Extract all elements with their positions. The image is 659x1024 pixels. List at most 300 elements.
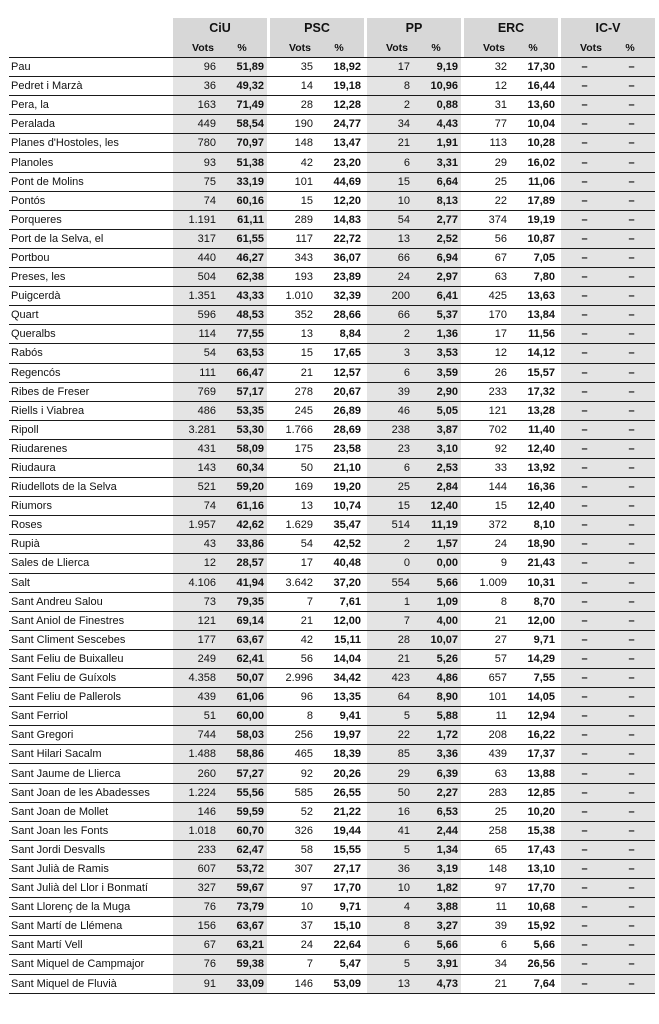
- ciu-percent: 28,57: [220, 554, 267, 573]
- table-row: [9, 401, 655, 420]
- pct-header: %: [511, 38, 558, 58]
- erc-percent: 12,40: [511, 439, 558, 458]
- municipality-name: Sant Hilari Sacalm: [9, 745, 173, 764]
- pp-votes: 28: [367, 630, 414, 649]
- municipality-name: Sant Jaume de Llierca: [9, 764, 173, 783]
- ciu-percent: 71,49: [220, 96, 267, 115]
- erc-votes: 63: [464, 764, 511, 783]
- psc-votes: 2.996: [270, 669, 317, 688]
- icv-votes: –: [561, 764, 608, 783]
- ciu-votes: 96: [173, 58, 220, 77]
- psc-votes: 17: [270, 554, 317, 573]
- psc-votes: 52: [270, 802, 317, 821]
- corner-cell: [9, 18, 173, 38]
- table-row: [9, 936, 655, 955]
- pp-percent: 5,66: [414, 936, 461, 955]
- pp-votes: 238: [367, 420, 414, 439]
- erc-votes: 15: [464, 497, 511, 516]
- psc-percent: 9,41: [317, 707, 364, 726]
- icv-percent: –: [608, 96, 655, 115]
- erc-votes: 425: [464, 287, 511, 306]
- municipality-name: Sant Feliu de Guíxols: [9, 669, 173, 688]
- icv-votes: –: [561, 191, 608, 210]
- ciu-percent: 59,38: [220, 955, 267, 974]
- ciu-percent: 58,86: [220, 745, 267, 764]
- erc-percent: 9,71: [511, 630, 558, 649]
- erc-percent: 13,60: [511, 96, 558, 115]
- pp-percent: 4,00: [414, 611, 461, 630]
- erc-votes: 148: [464, 859, 511, 878]
- table-row: [9, 630, 655, 649]
- psc-votes: 14: [270, 77, 317, 96]
- erc-votes: 1.009: [464, 573, 511, 592]
- icv-percent: –: [608, 306, 655, 325]
- ciu-percent: 60,16: [220, 191, 267, 210]
- party-header-pp: PP: [367, 18, 461, 38]
- psc-votes: 15: [270, 344, 317, 363]
- pp-percent: 5,05: [414, 401, 461, 420]
- ciu-percent: 53,72: [220, 859, 267, 878]
- pp-votes: 15: [367, 497, 414, 516]
- icv-votes: –: [561, 96, 608, 115]
- psc-votes: 24: [270, 936, 317, 955]
- erc-votes: 121: [464, 401, 511, 420]
- erc-percent: 8,10: [511, 516, 558, 535]
- pct-header: %: [608, 38, 655, 58]
- erc-votes: 29: [464, 153, 511, 172]
- erc-votes: 144: [464, 478, 511, 497]
- icv-votes: –: [561, 573, 608, 592]
- municipality-name: Pau: [9, 58, 173, 77]
- ciu-percent: 33,19: [220, 172, 267, 191]
- icv-percent: –: [608, 77, 655, 96]
- pp-votes: 6: [367, 153, 414, 172]
- ciu-percent: 59,20: [220, 478, 267, 497]
- psc-percent: 9,71: [317, 898, 364, 917]
- erc-percent: 17,70: [511, 879, 558, 898]
- ciu-votes: 114: [173, 325, 220, 344]
- icv-percent: –: [608, 268, 655, 287]
- icv-percent: –: [608, 821, 655, 840]
- ciu-percent: 33,86: [220, 535, 267, 554]
- psc-percent: 37,20: [317, 573, 364, 592]
- icv-percent: –: [608, 669, 655, 688]
- pp-percent: 3,91: [414, 955, 461, 974]
- psc-votes: 97: [270, 879, 317, 898]
- pp-votes: 423: [367, 669, 414, 688]
- icv-votes: –: [561, 917, 608, 936]
- pp-percent: 9,19: [414, 58, 461, 77]
- pp-percent: 2,97: [414, 268, 461, 287]
- municipality-name: Sant Climent Sescebes: [9, 630, 173, 649]
- municipality-name: Sant Feliu de Pallerols: [9, 688, 173, 707]
- pp-votes: 3: [367, 344, 414, 363]
- erc-percent: 5,66: [511, 936, 558, 955]
- municipality-name: Quart: [9, 306, 173, 325]
- psc-percent: 26,89: [317, 401, 364, 420]
- icv-percent: –: [608, 879, 655, 898]
- psc-percent: 18,39: [317, 745, 364, 764]
- erc-percent: 16,44: [511, 77, 558, 96]
- erc-votes: 31: [464, 96, 511, 115]
- pp-percent: 2,84: [414, 478, 461, 497]
- psc-votes: 56: [270, 649, 317, 668]
- pp-votes: 5: [367, 955, 414, 974]
- table-row: [9, 478, 655, 497]
- municipality-name: Sant Julià del Llor i Bonmatí: [9, 879, 173, 898]
- ciu-percent: 63,67: [220, 630, 267, 649]
- pp-votes: 16: [367, 802, 414, 821]
- icv-percent: –: [608, 554, 655, 573]
- table-row: [9, 688, 655, 707]
- erc-percent: 15,57: [511, 363, 558, 382]
- psc-votes: 117: [270, 229, 317, 248]
- icv-votes: –: [561, 783, 608, 802]
- ciu-votes: 780: [173, 134, 220, 153]
- erc-percent: 11,40: [511, 420, 558, 439]
- ciu-votes: 67: [173, 936, 220, 955]
- icv-percent: –: [608, 363, 655, 382]
- icv-votes: –: [561, 134, 608, 153]
- icv-votes: –: [561, 287, 608, 306]
- pp-percent: 5,88: [414, 707, 461, 726]
- erc-percent: 10,28: [511, 134, 558, 153]
- psc-percent: 22,72: [317, 229, 364, 248]
- ciu-votes: 3.281: [173, 420, 220, 439]
- pp-percent: 1,34: [414, 840, 461, 859]
- pp-percent: 2,77: [414, 210, 461, 229]
- erc-votes: 6: [464, 936, 511, 955]
- psc-percent: 28,66: [317, 306, 364, 325]
- ciu-votes: 521: [173, 478, 220, 497]
- pp-votes: 85: [367, 745, 414, 764]
- table-row: [9, 134, 655, 153]
- pp-percent: 2,90: [414, 382, 461, 401]
- icv-percent: –: [608, 420, 655, 439]
- pp-votes: 10: [367, 191, 414, 210]
- psc-votes: 1.010: [270, 287, 317, 306]
- ciu-votes: 73: [173, 592, 220, 611]
- municipality-name: Riudaura: [9, 458, 173, 477]
- erc-votes: 25: [464, 172, 511, 191]
- votes-header: Vots: [270, 38, 317, 58]
- table-row: [9, 840, 655, 859]
- table-row: [9, 879, 655, 898]
- ciu-percent: 53,35: [220, 401, 267, 420]
- ciu-votes: 111: [173, 363, 220, 382]
- icv-percent: –: [608, 898, 655, 917]
- pp-votes: 8: [367, 77, 414, 96]
- pp-votes: 25: [367, 478, 414, 497]
- icv-votes: –: [561, 745, 608, 764]
- ciu-votes: 439: [173, 688, 220, 707]
- icv-votes: –: [561, 268, 608, 287]
- psc-percent: 5,47: [317, 955, 364, 974]
- psc-votes: 465: [270, 745, 317, 764]
- icv-votes: –: [561, 306, 608, 325]
- pp-votes: 6: [367, 363, 414, 382]
- municipality-name: Ripoll: [9, 420, 173, 439]
- psc-percent: 24,77: [317, 115, 364, 134]
- pp-votes: 2: [367, 96, 414, 115]
- ciu-votes: 51: [173, 707, 220, 726]
- pp-votes: 7: [367, 611, 414, 630]
- icv-votes: –: [561, 688, 608, 707]
- pp-votes: 23: [367, 439, 414, 458]
- erc-votes: 8: [464, 592, 511, 611]
- subheader-row: [9, 38, 655, 58]
- psc-percent: 44,69: [317, 172, 364, 191]
- erc-votes: 9: [464, 554, 511, 573]
- psc-votes: 42: [270, 153, 317, 172]
- municipality-name: Port de la Selva, el: [9, 229, 173, 248]
- icv-votes: –: [561, 115, 608, 134]
- icv-percent: –: [608, 229, 655, 248]
- municipality-name: Sant Joan les Fonts: [9, 821, 173, 840]
- erc-votes: 25: [464, 802, 511, 821]
- psc-votes: 8: [270, 707, 317, 726]
- psc-percent: 7,61: [317, 592, 364, 611]
- icv-percent: –: [608, 497, 655, 516]
- erc-votes: 92: [464, 439, 511, 458]
- ciu-percent: 58,09: [220, 439, 267, 458]
- erc-votes: 12: [464, 77, 511, 96]
- erc-votes: 67: [464, 248, 511, 267]
- icv-votes: –: [561, 840, 608, 859]
- erc-percent: 10,20: [511, 802, 558, 821]
- icv-percent: –: [608, 688, 655, 707]
- erc-percent: 13,10: [511, 859, 558, 878]
- ciu-percent: 48,53: [220, 306, 267, 325]
- pp-votes: 13: [367, 974, 414, 993]
- erc-votes: 657: [464, 669, 511, 688]
- table-row: [9, 516, 655, 535]
- erc-percent: 26,56: [511, 955, 558, 974]
- ciu-percent: 77,55: [220, 325, 267, 344]
- pp-percent: 2,27: [414, 783, 461, 802]
- icv-votes: –: [561, 879, 608, 898]
- table-row: [9, 859, 655, 878]
- psc-percent: 23,20: [317, 153, 364, 172]
- pp-votes: 29: [367, 764, 414, 783]
- ciu-percent: 59,59: [220, 802, 267, 821]
- pp-votes: 8: [367, 917, 414, 936]
- icv-votes: –: [561, 802, 608, 821]
- erc-percent: 8,70: [511, 592, 558, 611]
- pp-votes: 66: [367, 306, 414, 325]
- ciu-votes: 43: [173, 535, 220, 554]
- icv-votes: –: [561, 649, 608, 668]
- ciu-votes: 36: [173, 77, 220, 96]
- icv-percent: –: [608, 840, 655, 859]
- psc-votes: 13: [270, 325, 317, 344]
- municipality-name: Sant Martí de Llémena: [9, 917, 173, 936]
- pp-percent: 3,53: [414, 344, 461, 363]
- pp-votes: 64: [367, 688, 414, 707]
- erc-votes: 702: [464, 420, 511, 439]
- municipality-name: Porqueres: [9, 210, 173, 229]
- table-row: [9, 611, 655, 630]
- pp-percent: 8,90: [414, 688, 461, 707]
- ciu-percent: 62,47: [220, 840, 267, 859]
- ciu-votes: 146: [173, 802, 220, 821]
- psc-votes: 37: [270, 917, 317, 936]
- ciu-percent: 50,07: [220, 669, 267, 688]
- icv-votes: –: [561, 248, 608, 267]
- ciu-votes: 156: [173, 917, 220, 936]
- pp-votes: 1: [367, 592, 414, 611]
- pp-percent: 3,88: [414, 898, 461, 917]
- psc-votes: 343: [270, 248, 317, 267]
- psc-percent: 32,39: [317, 287, 364, 306]
- ciu-percent: 51,89: [220, 58, 267, 77]
- table-row: [9, 115, 655, 134]
- icv-percent: –: [608, 458, 655, 477]
- icv-votes: –: [561, 516, 608, 535]
- ciu-percent: 60,34: [220, 458, 267, 477]
- table-row: [9, 229, 655, 248]
- erc-votes: 11: [464, 707, 511, 726]
- psc-percent: 14,83: [317, 210, 364, 229]
- psc-percent: 8,84: [317, 325, 364, 344]
- ciu-votes: 54: [173, 344, 220, 363]
- erc-percent: 12,85: [511, 783, 558, 802]
- table-row: [9, 764, 655, 783]
- pp-votes: 200: [367, 287, 414, 306]
- icv-votes: –: [561, 382, 608, 401]
- psc-percent: 13,35: [317, 688, 364, 707]
- municipality-name: Puigcerdà: [9, 287, 173, 306]
- municipality-name: Sant Jordi Desvalls: [9, 840, 173, 859]
- psc-votes: 21: [270, 363, 317, 382]
- ciu-percent: 46,27: [220, 248, 267, 267]
- erc-votes: 24: [464, 535, 511, 554]
- icv-votes: –: [561, 153, 608, 172]
- ciu-percent: 33,09: [220, 974, 267, 993]
- ciu-percent: 62,41: [220, 649, 267, 668]
- municipality-name: Planoles: [9, 153, 173, 172]
- psc-percent: 15,10: [317, 917, 364, 936]
- table-row: [9, 592, 655, 611]
- table-row: [9, 306, 655, 325]
- icv-percent: –: [608, 325, 655, 344]
- table-row: [9, 974, 655, 993]
- icv-percent: –: [608, 764, 655, 783]
- ciu-votes: 4.358: [173, 669, 220, 688]
- pp-votes: 22: [367, 726, 414, 745]
- ciu-votes: 440: [173, 248, 220, 267]
- icv-votes: –: [561, 535, 608, 554]
- ciu-votes: 93: [173, 153, 220, 172]
- municipality-name: Salt: [9, 573, 173, 592]
- party-header-icv: IC-V: [561, 18, 655, 38]
- pp-percent: 2,53: [414, 458, 461, 477]
- erc-percent: 14,05: [511, 688, 558, 707]
- ciu-percent: 49,32: [220, 77, 267, 96]
- table-row: [9, 325, 655, 344]
- psc-votes: 96: [270, 688, 317, 707]
- psc-percent: 19,18: [317, 77, 364, 96]
- ciu-percent: 60,00: [220, 707, 267, 726]
- pct-header: %: [414, 38, 461, 58]
- pp-percent: 0,88: [414, 96, 461, 115]
- pp-percent: 1,82: [414, 879, 461, 898]
- psc-votes: 190: [270, 115, 317, 134]
- ciu-percent: 59,67: [220, 879, 267, 898]
- icv-percent: –: [608, 802, 655, 821]
- table-row: [9, 96, 655, 115]
- icv-percent: –: [608, 478, 655, 497]
- icv-percent: –: [608, 58, 655, 77]
- pp-percent: 1,72: [414, 726, 461, 745]
- icv-votes: –: [561, 77, 608, 96]
- municipality-name: Sant Miquel de Fluvià: [9, 974, 173, 993]
- municipality-name: Pedret i Marzà: [9, 77, 173, 96]
- icv-percent: –: [608, 936, 655, 955]
- erc-votes: 26: [464, 363, 511, 382]
- psc-votes: 42: [270, 630, 317, 649]
- pp-percent: 1,91: [414, 134, 461, 153]
- municipality-name: Ribes de Freser: [9, 382, 173, 401]
- erc-votes: 97: [464, 879, 511, 898]
- psc-percent: 27,17: [317, 859, 364, 878]
- ciu-votes: 163: [173, 96, 220, 115]
- icv-percent: –: [608, 630, 655, 649]
- psc-percent: 34,42: [317, 669, 364, 688]
- icv-percent: –: [608, 707, 655, 726]
- psc-votes: 169: [270, 478, 317, 497]
- icv-votes: –: [561, 974, 608, 993]
- icv-percent: –: [608, 439, 655, 458]
- table-row: [9, 535, 655, 554]
- ciu-percent: 58,54: [220, 115, 267, 134]
- table-row: [9, 554, 655, 573]
- icv-percent: –: [608, 974, 655, 993]
- table-row: [9, 77, 655, 96]
- erc-percent: 14,12: [511, 344, 558, 363]
- municipality-name: Planes d'Hostoles, les: [9, 134, 173, 153]
- erc-votes: 439: [464, 745, 511, 764]
- ciu-votes: 317: [173, 229, 220, 248]
- icv-percent: –: [608, 649, 655, 668]
- municipality-name: Sant Ferriol: [9, 707, 173, 726]
- table-row: [9, 745, 655, 764]
- psc-percent: 13,47: [317, 134, 364, 153]
- pp-percent: 4,86: [414, 669, 461, 688]
- psc-votes: 35: [270, 58, 317, 77]
- psc-votes: 326: [270, 821, 317, 840]
- table-row: [9, 802, 655, 821]
- ciu-percent: 66,47: [220, 363, 267, 382]
- pp-percent: 6,39: [414, 764, 461, 783]
- pp-percent: 1,09: [414, 592, 461, 611]
- pp-votes: 46: [367, 401, 414, 420]
- pp-percent: 11,19: [414, 516, 461, 535]
- table-row: [9, 210, 655, 229]
- ciu-percent: 73,79: [220, 898, 267, 917]
- psc-percent: 23,89: [317, 268, 364, 287]
- pp-percent: 5,37: [414, 306, 461, 325]
- table-row: [9, 458, 655, 477]
- results-body: [9, 58, 655, 994]
- icv-votes: –: [561, 344, 608, 363]
- municipality-name: Sant Feliu de Buixalleu: [9, 649, 173, 668]
- icv-votes: –: [561, 859, 608, 878]
- pp-votes: 554: [367, 573, 414, 592]
- psc-votes: 352: [270, 306, 317, 325]
- psc-percent: 42,52: [317, 535, 364, 554]
- erc-percent: 13,88: [511, 764, 558, 783]
